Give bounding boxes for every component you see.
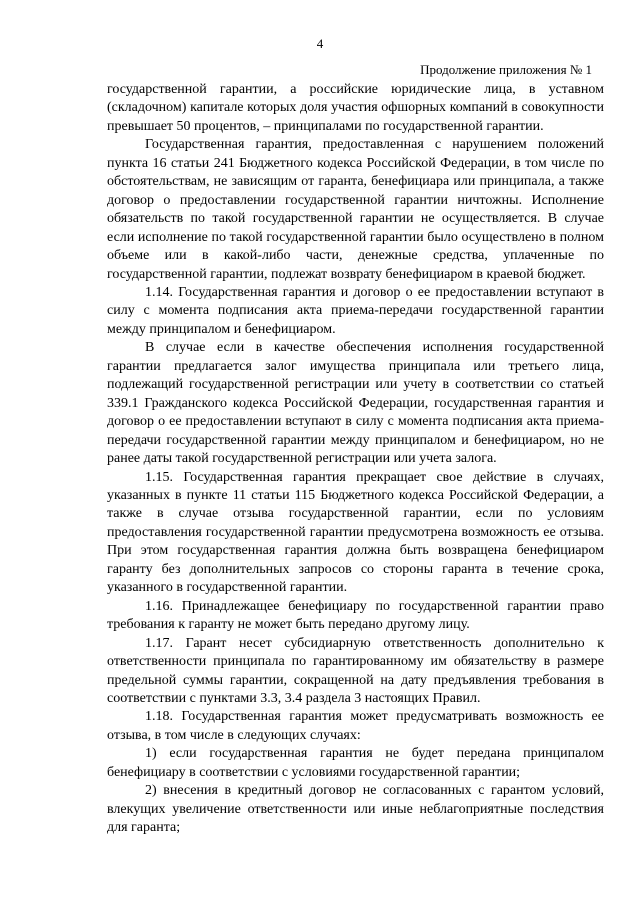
list-item-2: 2) внесения в кредитный договор не согласованных с гарантом условий, влекущих увеличение ответственности или иные неблагоприятные последствия для гаранта;	[107, 783, 604, 836]
appendix-continuation-label: Продолжение приложения № 1	[420, 62, 592, 77]
paragraph-1-14: 1.14. Государственная гарантия и договор о ее предоставлении вступают в силу с момента подписания акта приема-передачи государственной гарантии между принципалом и бенефициаром.	[107, 284, 604, 337]
list-item-1: 1) если государственная гарантия не будет передана принципалом бенефициару в соответствии с условиями государственной гарантии;	[107, 746, 604, 780]
paragraph-continued: государственной гарантии, а российские юридические лица, в уставном (складочном) капитале которых доля участия офшорных компаний в совокупности превышает 50 процентов, – принципалами по государственной гарантии.	[107, 82, 604, 134]
paragraph-1-18: 1.18. Государственная гарантия может предусматривать возможность ее отзыва, в том числе в следующих случаях:	[107, 709, 604, 743]
paragraph-1-17: 1.17. Гарант несет субсидиарную ответственность дополнительно к ответственности принципала по гарантированному им обязательству в размере предельной суммы гарантии, сокращенной на дату предъявления требования в соответствии с пунктами 3.3, 3.4 раздела 3 настоящих Правил.	[107, 635, 604, 706]
paragraph-1-16: 1.16. Принадлежащее бенефициару по государственной гарантии право требования к гаранту не может быть передано другому лицу.	[107, 598, 604, 633]
paragraph-guarantee-void: Государственная гарантия, предоставленная с нарушением положений пункта 16 статьи 241 Бюджетного кодекса Российской Федерации, в том числе по обстоятельствам, не зависящим от гаранта, бенефициара или принципала, а также договор о предоставлении государственной гарантии ничтожны. Исполнение обязательств по такой государственной гарантии не осуществляется. В случае если исполнение по такой государственной гарантии было осуществлено в полном объеме или в какой-либо части, денежные средства, уплаченные по государственной гарантии, подлежат возврату бенефициаром в краевой бюджет.	[107, 137, 604, 282]
document-body	[107, 81, 604, 838]
paragraph-pledge: В случае если в качестве обеспечения исполнения государственной гарантии предлагается залог имущества принципала или третьего лица, подлежащий государственной регистрации или учету в соответствии со статьей 339.1 Гражданского кодекса Российской Федерации, государственная гарантия и договор о ее предоставлении вступают в силу с момента подписания акта приема-передачи государственной гарантии между принципалом и бенефициаром, но не ранее даты такой государственной регистрации или учета залога.	[107, 340, 604, 467]
page-number: 4	[316, 36, 324, 51]
paragraph-1-15: 1.15. Государственная гарантия прекращает свое действие в случаях, указанных в пункте 11 статьи 115 Бюджетного кодекса Российской Федерации, а также в случае отзыва государственной гарантии, если по условиям предоставления государственной гарантии предусмотрена возможность ее отзыва. При этом государственная гарантия должна быть возвращена бенефициаром гаранту без дополнительных запросов со стороны гаранта в течение срока, указанного в государственной гарантии.	[107, 469, 604, 596]
